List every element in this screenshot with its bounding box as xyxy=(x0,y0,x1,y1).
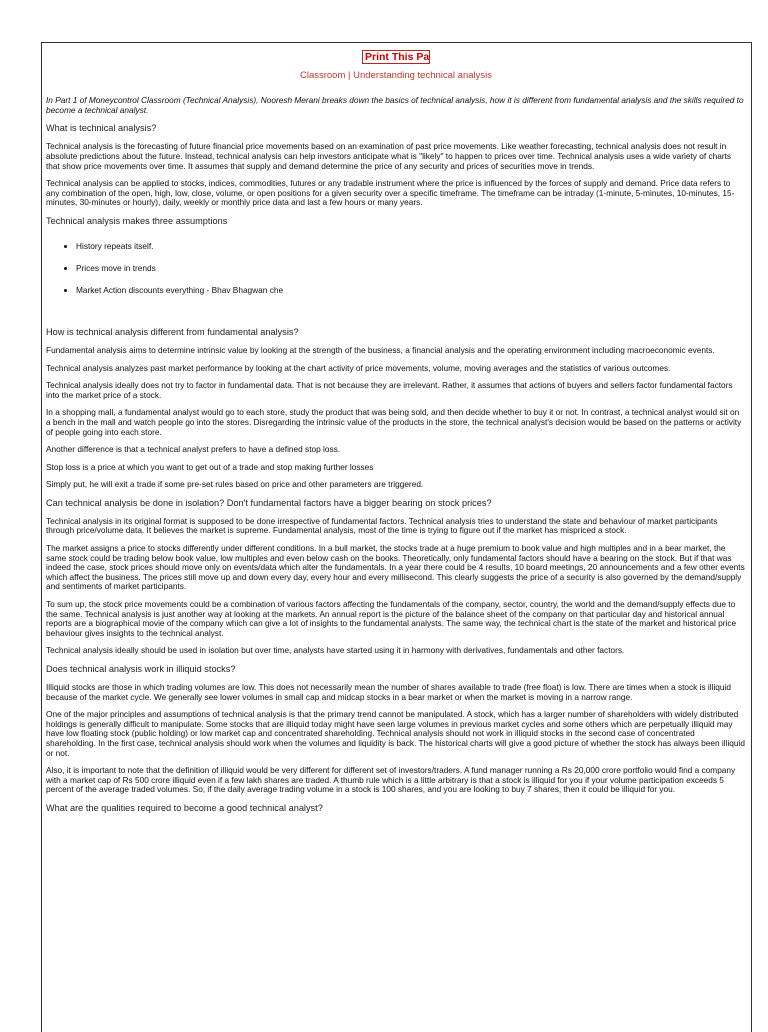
paragraph: Technical analysis is the forecasting of future financial price movements based on an examination of past price movements. Like weather forecasting, technical analysis does not result in absolute predictions about the future. Instead, technical analysis can help investors anticipate what is "likely" to happen to prices over time. Technical analysis uses a wide variety of charts that show price movements over time. It assumes that supply and demand determine the price of any security and prices of securities move in trends. xyxy=(46,141,732,171)
question-qualities: What are the qualities required to become a good technical analyst? xyxy=(46,802,323,813)
list-item: • Market Action discounts everything - Bhav Bhagwan che xyxy=(76,285,746,295)
print-button[interactable]: Print This Pa xyxy=(362,50,430,64)
paragraph: Also, it is important to note that the definition of illiquid would be very different for different set of investors/traders. A fund manager running a Rs 20,000 crore portfolio would find a company with a market cap of Rs 500 crore illiquid even if a few lakh shares are traded. A thumb rule which is a little arbitrary is that a stock is illiquid for you if your volume participation exceeds 5 percent of the average traded volumes. So, if the daily average trading volume in a stock is 100 shares, and you are looking to buy 7 shares, then it could be illiquid for you. xyxy=(46,765,736,795)
paragraph: In a shopping mall, a fundamental analyst would go to each store, study the product that was being sold, and then decide whether to buy it or not. In contrast, a technical analyst would sit on a bench in the mall and watch people go into the stores. Disregarding the intrinsic value of the products in the store, the technical analyst's decision would be based on the patterns or activity of people going into each store. xyxy=(46,407,742,437)
paragraph: Technical analysis in its original format is supposed to be done irrespective of fundamental factors. Technical analysis tries to understand the state and behaviour of market participants through price/volume data. It believes the market is supreme. Fundamental analysis, most of the time is trying to figure out if the market has mispriced a stock. xyxy=(46,515,718,536)
assumptions-list xyxy=(46,241,746,295)
question-illiquid: Does technical analysis work in illiquid stocks? xyxy=(46,664,236,674)
list-item: • History repeats itself. xyxy=(76,241,746,251)
intro-paragraph: In Part 1 of Moneycontrol Classroom (Technical Analysis), Nooresh Merani breaks down the basics of technical analysis, how it is different from fundamental analysis and the skills required to become a technical analyst. xyxy=(46,95,744,115)
paragraph: Fundamental analysis aims to determine intrinsic value by looking at the strength of the business, a financial analysis and the operating environment including macroeconomic events. xyxy=(46,344,715,355)
question-isolation: Can technical analysis be done in isolation? Don't fundamental factors have a bigger bearing on stock prices? xyxy=(46,497,492,508)
paragraph: Stop loss is a price at which you want to get out of a trade and stop making further losses xyxy=(46,461,374,472)
article xyxy=(46,42,746,814)
paragraph: The market assigns a price to stocks differently under different conditions. In a bull market, the stocks trade at a huge premium to book value and high multiples and in a bear market, the same stock could be trading below book value, low multiples and even below cash on the books. Theoretically, only fundamental factors should have a bearing on the stock. But if that was indeed the case, stock prices should move only on events/data which alter the fundamentals. In a year there could be 4 results, 10 board meetings, 20 announcements and a few other events which affect the business. The prices still move up and down every day, every hour and every millisecond. This clearly suggests the price of a security is also governed by the demand/supply and sentiments of market participants. xyxy=(46,543,745,592)
paragraph: Illiquid stocks are those in which trading volumes are low. This does not necessarily mean the number of shares available to trade (free float) is low. There are times when a stock is illiquid because of the market cycle. We generally see lower volumes in small cap and midcap stocks in a bear market or when the market is moving in a narrow range. xyxy=(46,682,731,702)
paragraph: Simply put, he will exit a trade if some pre-set rules based on price and other parameters are triggered. xyxy=(46,479,424,490)
paragraph: Technical analysis makes three assumptions xyxy=(46,215,228,226)
list-item: • Prices move in trends xyxy=(76,263,746,273)
paragraph: To sum up, the stock price movements could be a combination of various factors affecting the fundamentals of the company, sector, country, the world and the demand/supply effects due to the same. Technical analysis is just another way at looking at the markets. An annual report is the picture of the balance sheet of the company on that particular day and historical annual reports are a biographical movie of the company which can give a lot of insights to the fundamental analysts. The same way, the technical chart is the state of the market and historical price behaviour gives insights to the technical analyst. xyxy=(46,599,737,638)
paragraph: One of the major principles and assumptions of technical analysis is that the primary trend cannot be manipulated. A stock, which has a larger number of shareholders with widely distributed holdings is generally difficult to manipulate. Some stocks that are illiquid today might have seen large volumes in previous market cycles and some others which are perpetually illiquid may have low floating stock (public holding) or low market cap and concentrated shareholding. Technical analysis should not work in illiquid stocks in the second case of concentrated shareholding. In the first case, technical analysis should work when the volumes and liquidity is back. The historical charts will give a good picture of whether the stock has always been illiquid or not. xyxy=(46,709,745,758)
paragraph: Technical analysis can be applied to stocks, indices, commodities, futures or any tradable instrument where the price is influenced by the forces of supply and demand. Price data refers to any combination of the open, high, low, close, volume, or open positions for a given security over a specific timeframe. The timeframe can be intraday (1-minute, 5-minutes, 10-minutes, 15-minutes, 30-minutes or hourly), daily, weekly or monthly price data and last a few hours or many years. xyxy=(46,178,735,208)
paragraph: Another difference is that a technical analyst prefers to have a defined stop loss. xyxy=(46,444,341,455)
question-ta-vs-fa: How is technical analysis different from fundamental analysis? xyxy=(46,326,299,337)
paragraph: Technical analysis ideally does not try to factor in fundamental data. That is not because they are irrelevant. Rather, it assumes that actions of buyers and sellers factor fundamental factors into the market price of a stock. xyxy=(46,380,733,400)
question-what-is-ta: What is technical analysis? xyxy=(46,123,157,134)
print-bar xyxy=(46,50,746,67)
paragraph: Technical analysis analyzes past market performance by looking at the chart activity of price movements, volume, moving averages and the statistics of various outcomes. xyxy=(46,362,671,373)
article-subtitle: Classroom | Understanding technical analysis xyxy=(299,69,493,81)
paragraph: Technical analysis ideally should be used in isolation but over time, analysts have started using it in harmony with derivatives, fundamentals and other factors. xyxy=(46,645,625,656)
